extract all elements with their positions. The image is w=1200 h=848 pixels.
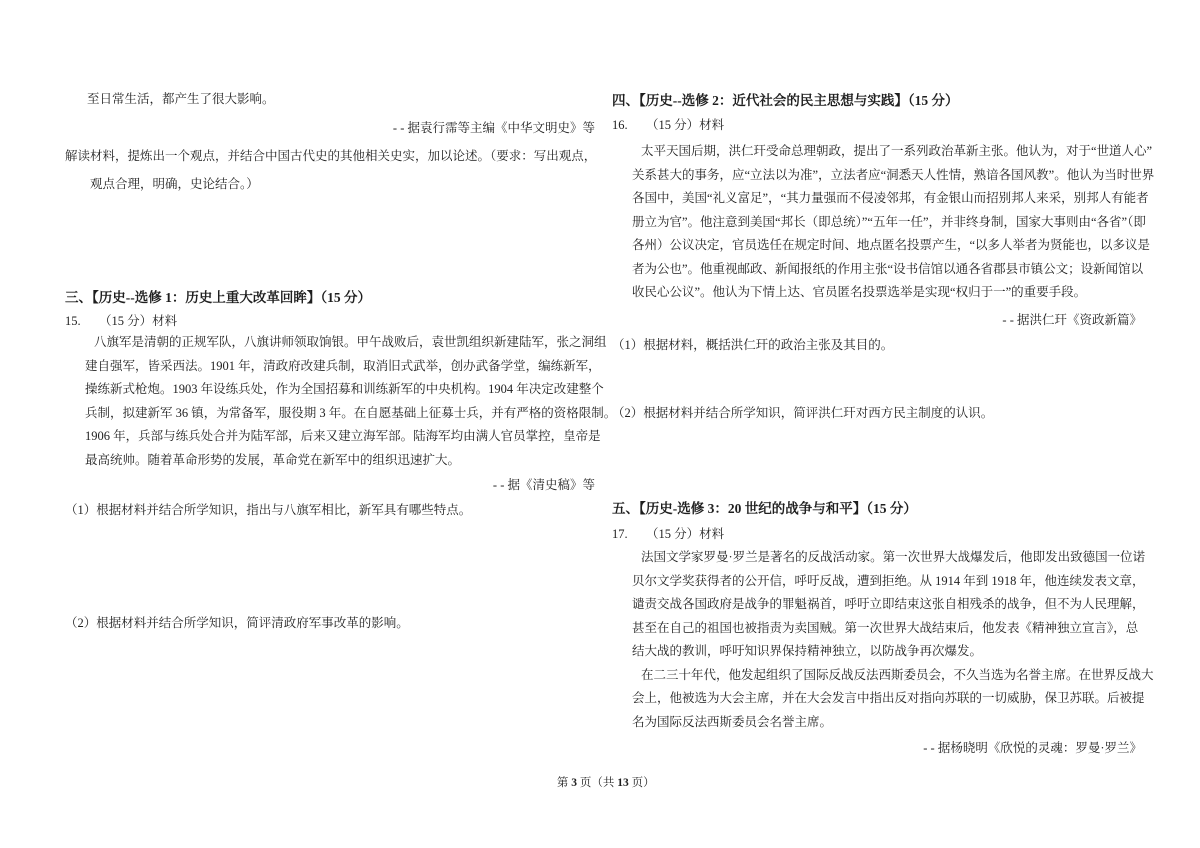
question-16-source-attribution: - - 据洪仁玕《资政新篇》	[1002, 313, 1142, 327]
text-line: 名为国际反法西斯委员会名誉主席。	[632, 714, 833, 729]
text-line: 册立为官”。他注意到美国“邦长（即总统）”“五年一任”，并非终身制，国家大事则由“各省”（即	[632, 214, 1146, 229]
text-line: 最高统帅。随着革命形势的发展，革命党在新军中的组织迅速扩大。	[85, 452, 461, 467]
text-line: 1906 年，兵部与练兵处合并为陆军部，后来又建立海军部。陆海军均由满人官员掌控，皇帝是	[85, 429, 601, 443]
question-15-sub-question-1: （1）根据材料并结合所学知识，指出与八旗军相比，新军具有哪些特点。	[65, 503, 472, 517]
question-16-material	[612, 140, 1162, 305]
question-16-sub-question-2: （2）根据材料并结合所学知识，简评洪仁玕对西方民主制度的认识。	[612, 406, 994, 420]
question-15-material	[65, 331, 615, 472]
footer-prefix: 第	[556, 777, 572, 789]
question-16-number: 16.	[612, 118, 628, 132]
text-line: 操练新式枪炮。1903 年设练兵处，作为全国招募和训练新军的中央机构。1904 年决定改建整个	[85, 382, 604, 396]
text-line: 太平天国后期，洪仁玕受命总理朝政，提出了一系列政治革新主张。他认为，对于“世道人心”	[641, 144, 1153, 158]
footer-total-pages: 13	[617, 777, 629, 789]
footer-middle: 页（共	[577, 777, 618, 789]
text-line: 各州）公议决定，官员选任在规定时间、地点匿名投票产生，“以多人举者为贤能也，以多议是	[632, 238, 1151, 252]
text-line: 各国中，美国“礼义富足”，“其力量强而不侵凌邻邦，有金银山而招别邦人来采，别邦人有能者	[632, 191, 1149, 205]
text-line: 在二三十年代，他发起组织了国际反战反法西斯委员会，不久当选为名誉主席。在世界反战大	[641, 667, 1154, 682]
section-five-heading: 五、【历史-选修 3：20 世纪的战争与和平】（15 分）	[612, 501, 917, 516]
question-15-intro: （15 分）材料	[99, 314, 178, 328]
question-17-material-paragraph-2	[612, 664, 1162, 735]
section-four-heading: 四、【历史--选修 2：近代社会的民主思想与实践】（15 分）	[612, 93, 959, 108]
q14-instruction	[65, 143, 595, 198]
q14-tail-text: 至日常生活，都产生了很大影响。	[87, 92, 275, 106]
text-line: 法国文学家罗曼·罗兰是著名的反战活动家。第一次世界大战爆发后，他即发出致德国一位诺	[641, 550, 1146, 564]
question-17-intro-row	[612, 523, 1142, 546]
footer-page-number: 3	[571, 777, 577, 789]
text-line: 观点合理，明确，史论结合。）	[90, 176, 259, 191]
q14-source-attribution: - - 据袁行霈等主编《中华文明史》等	[392, 121, 595, 135]
page-footer	[0, 762, 1200, 802]
question-16-sub-question-1: （1）根据材料，概括洪仁玕的政治主张及其目的。	[612, 338, 894, 352]
section-three-heading: 三、【历史--选修 1：历史上重大改革回眸】（15 分）	[65, 290, 371, 305]
question-16-intro-row	[612, 114, 1142, 137]
question-15-intro-row	[65, 310, 595, 333]
text-line: 会上，他被选为大会主席，并在大会发言中指出反对指向苏联的一切威胁，保卫苏联。后被提	[632, 691, 1145, 705]
question-15-sub-question-2: （2）根据材料并结合所学知识，简评清政府军事改革的影响。	[65, 616, 409, 630]
question-17-intro: （15 分）材料	[646, 527, 725, 541]
text-line: 谴责交战各国政府是战争的罪魁祸首，呼吁立即结束这张自相残杀的战争，但不为人民理解，	[632, 597, 1145, 611]
right-column	[612, 0, 1155, 848]
question-15-source-attribution: - - 据《清史稿》等	[492, 478, 595, 492]
text-line: 兵制，拟建新军 36 镇，为常备军，服役期 3 年。在自愿基础上征募士兵，并有严格的资格限制。	[85, 405, 617, 420]
text-line: 建自强军，皆采西法。1901 年，清政府改建兵制，取消旧式武举，创办武备学堂，编练新军，	[85, 358, 601, 373]
text-line: 收民心公议”。他认为下情上达、官员匿名投票选举是实现“权归于一”的重要手段。	[632, 285, 1087, 299]
text-line: 解读材料，提炼出一个观点，并结合中国古代史的其他相关史实，加以论述。（要求：写出观点，	[65, 149, 597, 163]
text-line: 者为公也”。他重视邮政、新闻报纸的作用主张“设书信馆以通各省郡县市镇公文；设新闻馆以	[632, 261, 1144, 276]
question-15-number: 15.	[65, 314, 81, 328]
text-line: 贝尔文学奖获得者的公开信，呼吁反战，遭到拒绝。从 1914 年到 1918 年，他连续发表文章，	[632, 573, 1145, 588]
text-line: 甚至在自己的祖国也被指责为卖国贼。第一次世界大战结束后，他发表《精神独立宣言》，总	[632, 620, 1139, 635]
question-17-number: 17.	[612, 527, 628, 541]
text-line: 结大战的教训，呼吁知识界保持精神独立，以防战争再次爆发。	[632, 644, 983, 658]
text-line: 八旗军是清朝的正规军队，八旗讲师领取饷银。甲午战败后，袁世凯组织新建陆军，张之洞组	[94, 335, 607, 349]
footer-suffix: 页）	[628, 777, 655, 789]
question-17-source-attribution: - - 据杨晓明《欣悦的灵魂：罗曼·罗兰》	[923, 741, 1142, 755]
question-16-intro: （15 分）材料	[646, 118, 725, 132]
text-line: 关系甚大的事务，应“立法以为准”，立法者应“洞悉天人性情，熟谙各国风教”。他认为当时世界	[632, 167, 1155, 182]
question-17-material-paragraph-1	[612, 546, 1162, 664]
